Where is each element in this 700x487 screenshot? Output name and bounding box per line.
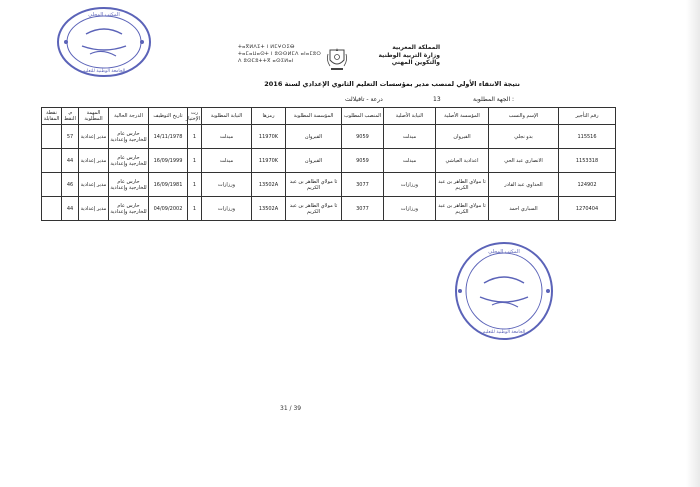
table-cell: 44: [62, 197, 79, 221]
table-row: [42, 149, 616, 173]
table-cell: مدير إعدادية: [79, 173, 109, 197]
table-cell: مدير إعدادية: [79, 197, 109, 221]
document-title: نتيجة الانتقاء الأولي لمنصب مدير بمؤسسات التعليم الثانوي الإعدادي لسنة 2016: [264, 80, 520, 88]
table-cell: السباري احمد: [489, 197, 559, 221]
table-cell: 1: [188, 125, 202, 149]
table-cell: القيروان: [286, 125, 342, 149]
coat-of-arms-icon: [326, 46, 348, 72]
column-header: الإسم والنسب: [489, 108, 559, 125]
table-cell: 11970K: [252, 125, 286, 149]
table-cell: 1: [188, 149, 202, 173]
table-cell: [42, 173, 62, 197]
table-cell: 9059: [342, 149, 384, 173]
table-cell: 124902: [559, 173, 616, 197]
column-header: النيابة الأصلية: [384, 108, 436, 125]
table-cell: ثا مولاي الطاهر بن عبد الكريم: [286, 173, 342, 197]
table-cell: ثا مولاي الطاهر بن عبد الكريم: [436, 173, 489, 197]
table-cell: 46: [62, 173, 79, 197]
column-header: المهمة المطلوبة: [79, 108, 109, 125]
column-header: الدرجة الحالية: [109, 108, 149, 125]
table-cell: 04/09/2002: [149, 197, 188, 221]
table-cell: ثا مولاي الطاهر بن عبد الكريم: [286, 197, 342, 221]
stamp-bottom-text: المكتب المحلي: [488, 249, 520, 255]
column-header: النيابة المطلوبة: [202, 108, 252, 125]
table-cell: القيروان: [286, 149, 342, 173]
column-header: رت الإختيار: [188, 108, 202, 125]
table-cell: ميدلت: [202, 125, 252, 149]
column-header: المنصب المطلوب: [342, 108, 384, 125]
table-cell: ميدلت: [384, 125, 436, 149]
table-cell: ورزازات: [202, 197, 252, 221]
table-cell: 13502A: [252, 173, 286, 197]
table-cell: 3077: [342, 197, 384, 221]
table-cell: ورزازات: [384, 173, 436, 197]
table-cell: 57: [62, 125, 79, 149]
document-header: [238, 44, 488, 82]
arabic-header: المملكة المغربية وزارة التربية الوطنية والتكوين المهني: [378, 44, 440, 66]
table-cell: 1: [188, 197, 202, 221]
region-row: [345, 96, 525, 106]
table-cell: الحداوي عبد القادر: [489, 173, 559, 197]
region-name: درعة - تافيلالت: [345, 96, 383, 103]
table-cell: بدو نجلي: [489, 125, 559, 149]
results-table: [41, 107, 616, 221]
table-cell: 1: [188, 173, 202, 197]
table-header-row: [42, 108, 616, 125]
column-header: م. النقط: [62, 108, 79, 125]
table-cell: 9059: [342, 125, 384, 149]
table-cell: 44: [62, 149, 79, 173]
table-cell: حارس عام للخارجية وإعدادية: [109, 125, 149, 149]
stamp-bottom-text-2: الجامعة الوطنية للتعليم: [482, 330, 526, 335]
table-cell: ورزازات: [384, 197, 436, 221]
table-cell: حارس عام للخارجية وإعدادية: [109, 173, 149, 197]
column-header: تاريخ التوظيف: [149, 108, 188, 125]
table-cell: اعدادية العياشي: [436, 149, 489, 173]
table-cell: 13502A: [252, 197, 286, 221]
table-cell: 115516: [559, 125, 616, 149]
table-cell: 14/11/1978: [149, 125, 188, 149]
region-label: الجهة المطلوبة :: [473, 96, 515, 103]
table-cell: 16/09/1999: [149, 149, 188, 173]
stamp-top-text: المكتب المحلي: [88, 12, 120, 18]
page-edge-shadow: [686, 0, 700, 487]
table-cell: القيروان: [436, 125, 489, 149]
table-cell: 3077: [342, 173, 384, 197]
table-row: [42, 125, 616, 149]
table-cell: ثا مولاي الطاهر بن عبد الكريم: [436, 197, 489, 221]
table-cell: مدير إعدادية: [79, 149, 109, 173]
column-header: رمزها: [252, 108, 286, 125]
table-cell: حارس عام للخارجية وإعدادية: [109, 197, 149, 221]
official-stamp-bottom: [452, 243, 556, 339]
official-stamp-top: [56, 6, 152, 78]
table-cell: مدير إعدادية: [79, 125, 109, 149]
table-cell: ميدلت: [202, 149, 252, 173]
region-number: 13: [433, 96, 441, 103]
column-header: المؤسسة الأصلية: [436, 108, 489, 125]
table-cell: [42, 125, 62, 149]
stamp-top-text-2: الجامعة الوطنية للتعليم: [82, 69, 126, 74]
table-cell: حارس عام للخارجية وإعدادية: [109, 149, 149, 173]
column-header: المؤسسة المطلوبة: [286, 108, 342, 125]
column-header: رقم التأجير: [559, 108, 616, 125]
table-row: [42, 173, 616, 197]
table-row: [42, 197, 616, 221]
table-cell: الانصاري عبد الحي: [489, 149, 559, 173]
table-cell: ورزازات: [202, 173, 252, 197]
column-header: نقطة المقابلة: [42, 108, 62, 125]
table-cell: ميدلت: [384, 149, 436, 173]
table-cell: 1153318: [559, 149, 616, 173]
tifinagh-header: ⵜⴰⴳⵍⴷⵉⵜ ⵏ ⵍⵎⵖⵔⵉⴱ ⵜⴰⵎⴰⵡⴰⵙⵜ ⵏ ⵓⵙⵙⵍⵎⴷ ⴰⵏⴰⵎⵓⵔ ⴷ ⵓⵙⵎⵓⵜⵜⴳ ⴰⵙⵉⵍⴰⵏ: [238, 44, 322, 64]
table-cell: 16/09/1981: [149, 173, 188, 197]
table-cell: [42, 149, 62, 173]
table-cell: [42, 197, 62, 221]
page-number: 31 / 39: [280, 405, 302, 412]
table-cell: 11970K: [252, 149, 286, 173]
table-cell: 1270404: [559, 197, 616, 221]
